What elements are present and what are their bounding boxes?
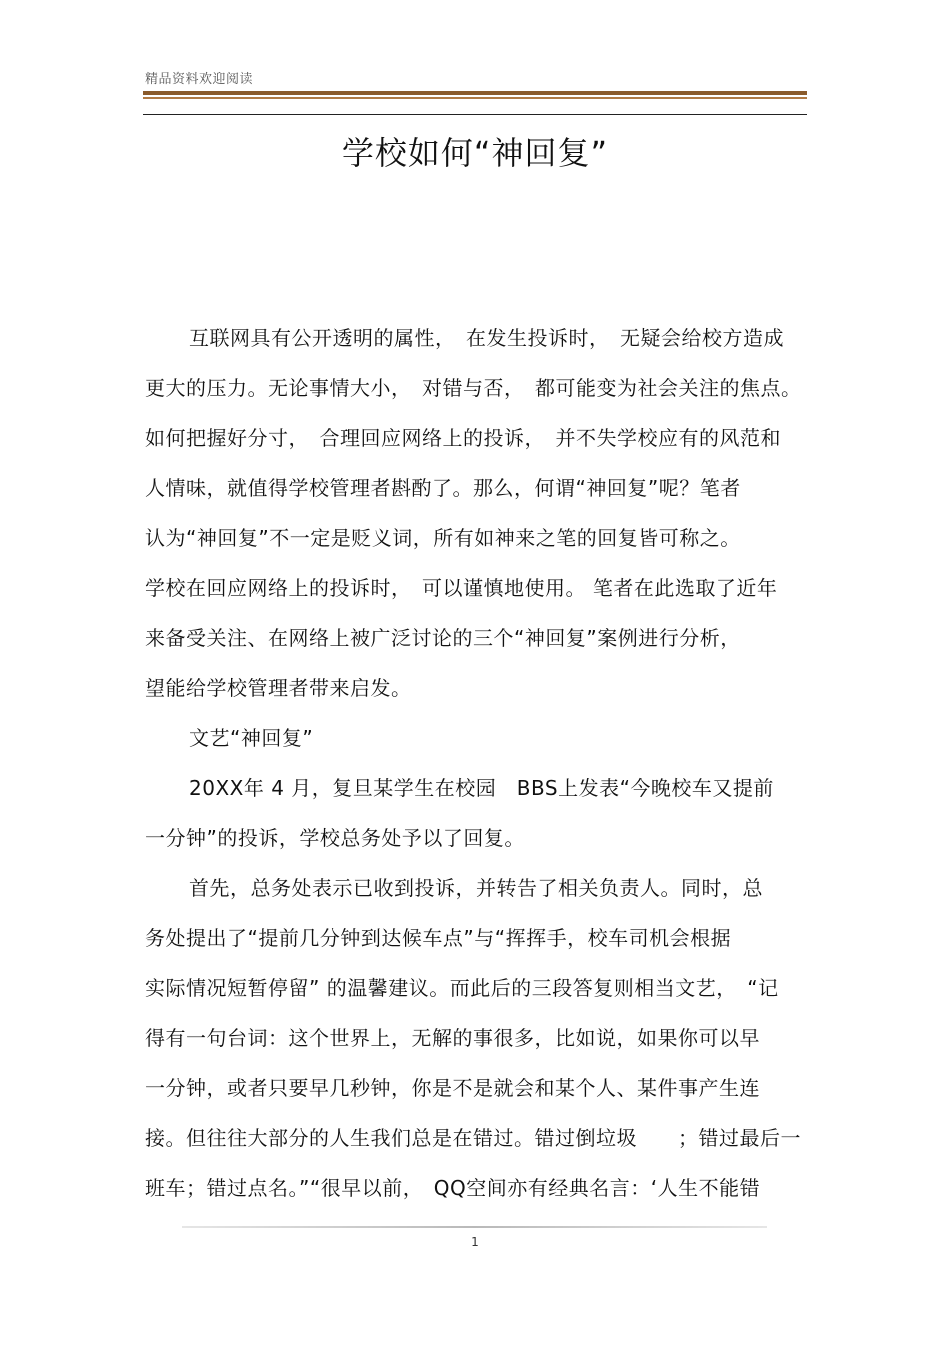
- body-line: 更大的压力。无论事情大小， 对错与否， 都可能变为社会关注的焦点。: [145, 376, 802, 400]
- page-header-text: 精品资料欢迎阅读: [145, 72, 254, 87]
- body-line: 20XX年 4 月，复旦某学生在校园 BBS上发表“今晚校车又提前: [189, 776, 774, 800]
- body-line: 望能给学校管理者带来启发。: [145, 676, 412, 700]
- body-line: 学校在回应网络上的投诉时， 可以谨慎地使用。 笔者在此选取了近年: [145, 576, 778, 600]
- body-line: 接。但往往大部分的人生我们总是在错过。错过倒垃圾 ；错过最后一: [145, 1126, 801, 1150]
- body-line: 得有一句台词：这个世界上，无解的事很多，比如说，如果你可以早: [145, 1026, 760, 1050]
- footer-rule: [182, 1226, 767, 1228]
- body-line: 来备受关注、在网络上被广泛讨论的三个“神回复”案例进行分析，: [145, 626, 741, 650]
- body-line: 互联网具有公开透明的属性， 在发生投诉时， 无疑会给校方造成: [189, 326, 784, 350]
- body-line: 认为“神回复”不一定是贬义词，所有如神来之笔的回复皆可称之。: [145, 526, 741, 550]
- document-title: 学校如何“神回复”: [341, 134, 609, 172]
- body-line: 班车；错过点名。”“很早以前， QQ空间亦有经典名言：‘人生不能错: [145, 1176, 761, 1200]
- body-line: 实际情况短暂停留” 的温馨建议。而此后的三段答复则相当文艺， “记: [145, 976, 779, 1000]
- header-rule-black: [143, 114, 807, 115]
- header-rule-thin: [143, 97, 807, 99]
- body-line: 一分钟”的投诉，学校总务处予以了回复。: [145, 826, 525, 850]
- body-line: 人情味，就值得学校管理者斟酌了。那么，何谓“神回复”呢？笔者: [145, 476, 741, 500]
- body-line: 首先，总务处表示已收到投诉，并转告了相关负责人。同时，总: [189, 876, 763, 900]
- body-line: 一分钟，或者只要早几秒钟，你是不是就会和某个人、某件事产生连: [145, 1076, 760, 1100]
- body-line: 如何把握好分寸， 合理回应网络上的投诉， 并不失学校应有的风范和: [145, 426, 781, 450]
- page-number: 1: [471, 1235, 479, 1249]
- body-line: 务处提出了“提前几分钟到达候车点”与“挥挥手，校车司机会根据: [145, 926, 732, 950]
- header-rule-thick: [143, 91, 807, 95]
- section-heading: 文艺“神回复”: [189, 726, 314, 750]
